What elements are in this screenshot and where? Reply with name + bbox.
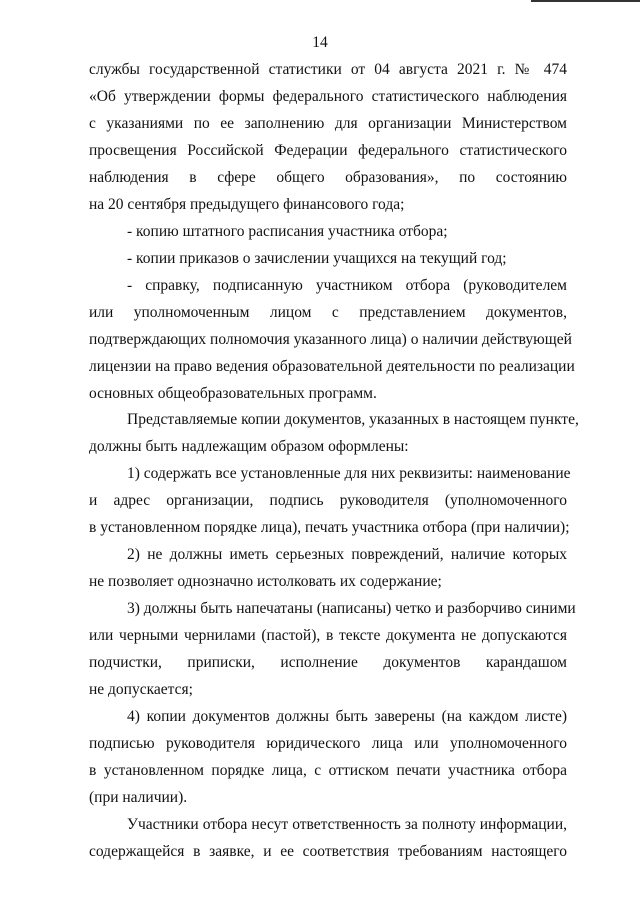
text-line: - копию штатного расписания участника отбора; bbox=[127, 223, 448, 240]
text-line: «Об утверждении формы федерального статистического наблюдения bbox=[89, 88, 567, 105]
text-line: в установленном порядке лица), печать участника отбора (при наличии); bbox=[89, 519, 570, 536]
text-line: или уполномоченным лицом с представлением документов, bbox=[89, 304, 567, 321]
text-line: Представляемые копии документов, указанных в настоящем пункте, bbox=[127, 411, 579, 428]
text-line: подтверждающих полномочия указанного лица) о наличии действующей bbox=[89, 331, 572, 348]
paragraph-license-certificate bbox=[89, 272, 575, 407]
text-line: Участники отбора несут ответственность за полноту информации, bbox=[127, 816, 567, 833]
text-line: 3) должны быть напечатаны (написаны) четко и разборчиво синими bbox=[127, 600, 576, 617]
top-rule bbox=[531, 0, 640, 2]
text-line: просвещения Российской Федерации федерального статистического bbox=[89, 142, 567, 159]
text-line: (при наличии). bbox=[89, 789, 188, 806]
text-line: должны быть надлежащим образом оформлены: bbox=[89, 438, 409, 455]
paragraph-copies-formatting bbox=[89, 406, 579, 460]
paragraph-staff-schedule bbox=[89, 218, 567, 245]
text-line: в установленном порядке лица, с оттиском печати участника отбора bbox=[89, 762, 567, 779]
text-line: - копии приказов о зачислении учащихся на текущий год; bbox=[127, 250, 507, 267]
text-line: - справку, подписанную участником отбора (руководителем bbox=[127, 277, 567, 294]
text-line: подписью руководителя юридического лица или уполномоченного bbox=[89, 735, 567, 752]
page-number: 14 bbox=[312, 34, 328, 51]
paragraph-item-3 bbox=[89, 595, 576, 703]
paragraph-item-2 bbox=[89, 541, 567, 595]
text-line: на 20 сентября предыдущего финансового года; bbox=[89, 196, 405, 213]
paragraph-statistics-form bbox=[89, 56, 567, 218]
text-line: не допускается; bbox=[89, 681, 193, 698]
text-line: с указаниями по ее заполнению для организации Министерством bbox=[89, 115, 567, 132]
text-line: 4) копии документов должны быть заверены (на каждом листе) bbox=[127, 708, 567, 725]
paragraph-enrollment-orders bbox=[89, 245, 567, 272]
text-line: службы государственной статистики от 04 августа 2021 г. № 474 bbox=[89, 61, 567, 78]
text-line: лицензии на право ведения образовательной деятельности по реализации bbox=[89, 358, 575, 375]
text-line: основных общеобразовательных программ. bbox=[89, 385, 377, 402]
paragraph-item-1 bbox=[89, 460, 571, 541]
text-line: содержащейся в заявке, и ее соответствия требованиям настоящего bbox=[89, 843, 567, 860]
text-line: 1) содержать все установленные для них реквизиты: наименование bbox=[127, 465, 571, 482]
paragraph-item-4 bbox=[89, 703, 567, 811]
text-line: подчистки, приписки, исполнение документов карандашом bbox=[89, 654, 567, 671]
text-line: и адрес организации, подпись руководителя (уполномоченного bbox=[89, 492, 567, 509]
text-line: наблюдения в сфере общего образования», по состоянию bbox=[89, 169, 567, 186]
text-line: или черными чернилами (пастой), в тексте документа не допускаются bbox=[89, 627, 567, 644]
text-line: 2) не должны иметь серьезных повреждений, наличие которых bbox=[127, 546, 567, 563]
paragraph-responsibility bbox=[89, 811, 567, 865]
text-line: не позволяет однозначно истолковать их содержание; bbox=[89, 573, 442, 590]
